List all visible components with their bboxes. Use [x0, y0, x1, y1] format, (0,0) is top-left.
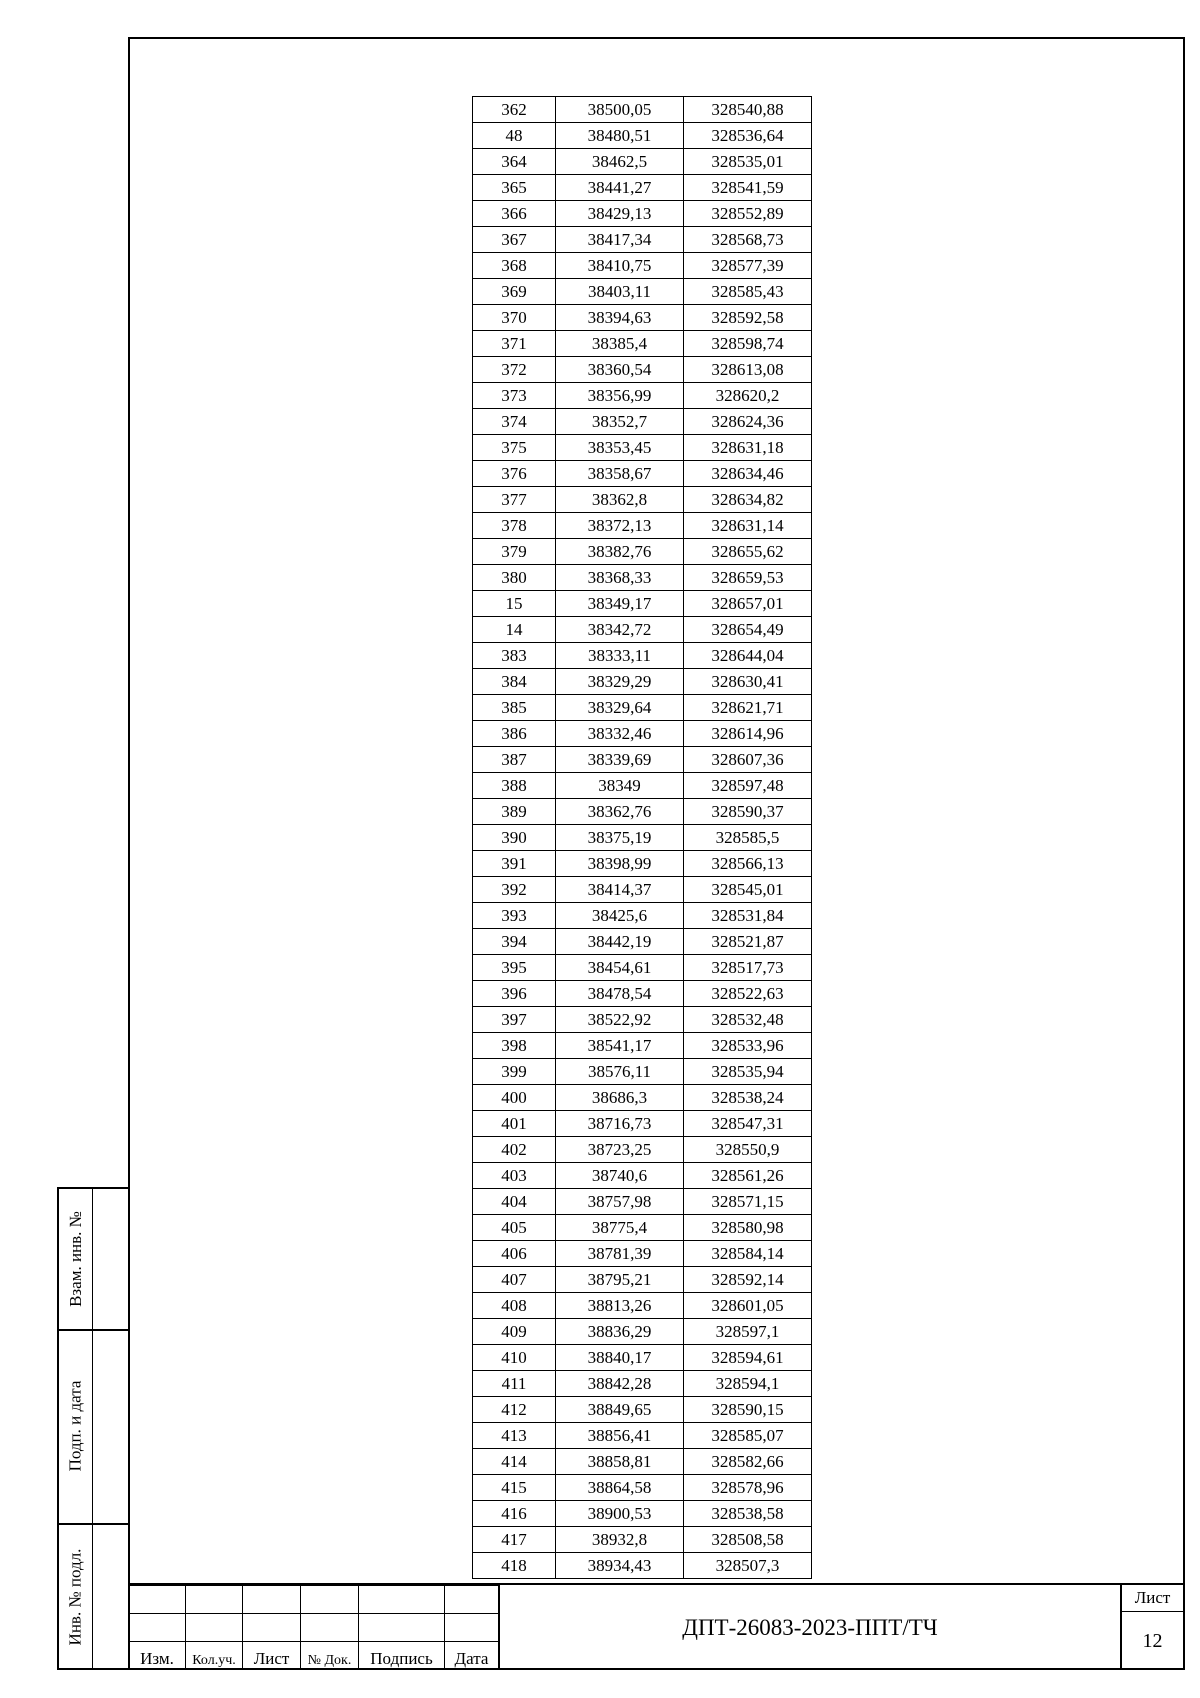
- point-number-cell: 380: [473, 565, 556, 591]
- x-coordinate-cell: 38375,19: [556, 825, 684, 851]
- table-row: [473, 877, 812, 903]
- point-number-cell: 365: [473, 175, 556, 201]
- point-number-cell: 372: [473, 357, 556, 383]
- y-coordinate-cell: 328566,13: [684, 851, 812, 877]
- y-coordinate-cell: 328547,31: [684, 1111, 812, 1137]
- table-row: [473, 1553, 812, 1579]
- kol-uch-label: Кол.уч.: [186, 1642, 243, 1670]
- y-coordinate-cell: 328577,39: [684, 253, 812, 279]
- y-coordinate-cell: 328522,63: [684, 981, 812, 1007]
- y-coordinate-cell: 328585,07: [684, 1423, 812, 1449]
- x-coordinate-cell: 38441,27: [556, 175, 684, 201]
- table-row: [473, 669, 812, 695]
- y-coordinate-cell: 328607,36: [684, 747, 812, 773]
- point-number-cell: 414: [473, 1449, 556, 1475]
- point-number-cell: 15: [473, 591, 556, 617]
- y-coordinate-cell: 328578,96: [684, 1475, 812, 1501]
- x-coordinate-cell: 38372,13: [556, 513, 684, 539]
- y-coordinate-cell: 328535,01: [684, 149, 812, 175]
- point-number-cell: 418: [473, 1553, 556, 1579]
- y-coordinate-cell: 328590,37: [684, 799, 812, 825]
- x-coordinate-cell: 38385,4: [556, 331, 684, 357]
- x-coordinate-cell: 38425,6: [556, 903, 684, 929]
- coordinates-table: [472, 96, 812, 1579]
- side-stamp: [57, 1187, 128, 1670]
- y-coordinate-cell: 328535,94: [684, 1059, 812, 1085]
- x-coordinate-cell: 38836,29: [556, 1319, 684, 1345]
- x-coordinate-cell: 38864,58: [556, 1475, 684, 1501]
- x-coordinate-cell: 38454,61: [556, 955, 684, 981]
- table-row: [473, 1163, 812, 1189]
- sheet-box: [1120, 1585, 1183, 1670]
- x-coordinate-cell: 38342,72: [556, 617, 684, 643]
- point-number-cell: 408: [473, 1293, 556, 1319]
- x-coordinate-cell: 38398,99: [556, 851, 684, 877]
- table-row: [473, 279, 812, 305]
- table-row: [473, 1059, 812, 1085]
- x-coordinate-cell: 38932,8: [556, 1527, 684, 1553]
- table-row: [473, 227, 812, 253]
- point-number-cell: 400: [473, 1085, 556, 1111]
- x-coordinate-cell: 38329,64: [556, 695, 684, 721]
- table-row: [473, 695, 812, 721]
- table-row: [473, 1423, 812, 1449]
- x-coordinate-cell: 38723,25: [556, 1137, 684, 1163]
- y-coordinate-cell: 328594,61: [684, 1345, 812, 1371]
- y-coordinate-cell: 328584,14: [684, 1241, 812, 1267]
- x-coordinate-cell: 38356,99: [556, 383, 684, 409]
- podp-data-label: Подп. и дата: [65, 1380, 85, 1472]
- point-number-cell: 371: [473, 331, 556, 357]
- point-number-cell: 406: [473, 1241, 556, 1267]
- point-number-cell: 405: [473, 1215, 556, 1241]
- y-coordinate-cell: 328531,84: [684, 903, 812, 929]
- x-coordinate-cell: 38333,11: [556, 643, 684, 669]
- x-coordinate-cell: 38442,19: [556, 929, 684, 955]
- point-number-cell: 407: [473, 1267, 556, 1293]
- y-coordinate-cell: 328507,3: [684, 1553, 812, 1579]
- point-number-cell: 410: [473, 1345, 556, 1371]
- x-coordinate-cell: 38339,69: [556, 747, 684, 773]
- x-coordinate-cell: 38394,63: [556, 305, 684, 331]
- point-number-cell: 387: [473, 747, 556, 773]
- x-coordinate-cell: 38414,37: [556, 877, 684, 903]
- x-coordinate-cell: 38576,11: [556, 1059, 684, 1085]
- x-coordinate-cell: 38417,34: [556, 227, 684, 253]
- x-coordinate-cell: 38856,41: [556, 1423, 684, 1449]
- table-row: [473, 175, 812, 201]
- y-coordinate-cell: 328624,36: [684, 409, 812, 435]
- table-row: [473, 1449, 812, 1475]
- table-row: [473, 903, 812, 929]
- table-row: [473, 383, 812, 409]
- y-coordinate-cell: 328613,08: [684, 357, 812, 383]
- x-coordinate-cell: 38480,51: [556, 123, 684, 149]
- y-coordinate-cell: 328580,98: [684, 1215, 812, 1241]
- x-coordinate-cell: 38757,98: [556, 1189, 684, 1215]
- table-row: [473, 305, 812, 331]
- y-coordinate-cell: 328541,59: [684, 175, 812, 201]
- table-row: [473, 1293, 812, 1319]
- point-number-cell: 402: [473, 1137, 556, 1163]
- table-row: [473, 331, 812, 357]
- document-code: ДПТ-26083-2023-ППТ/ТЧ: [498, 1585, 1120, 1670]
- point-number-cell: 378: [473, 513, 556, 539]
- table-row: [473, 825, 812, 851]
- table-row: [473, 201, 812, 227]
- x-coordinate-cell: 38740,6: [556, 1163, 684, 1189]
- point-number-cell: 412: [473, 1397, 556, 1423]
- point-number-cell: 411: [473, 1371, 556, 1397]
- y-coordinate-cell: 328594,1: [684, 1371, 812, 1397]
- table-row: [473, 1527, 812, 1553]
- x-coordinate-cell: 38462,5: [556, 149, 684, 175]
- side-stamp-divider: [92, 1189, 93, 1668]
- x-coordinate-cell: 38353,45: [556, 435, 684, 461]
- y-coordinate-cell: 328634,46: [684, 461, 812, 487]
- table-row: [473, 1475, 812, 1501]
- table-row: [473, 1319, 812, 1345]
- point-number-cell: 368: [473, 253, 556, 279]
- y-coordinate-cell: 328644,04: [684, 643, 812, 669]
- point-number-cell: 393: [473, 903, 556, 929]
- y-coordinate-cell: 328592,58: [684, 305, 812, 331]
- y-coordinate-cell: 328631,18: [684, 435, 812, 461]
- sheet-number: 12: [1142, 1630, 1163, 1652]
- table-row: [473, 929, 812, 955]
- point-number-cell: 386: [473, 721, 556, 747]
- y-coordinate-cell: 328538,58: [684, 1501, 812, 1527]
- point-number-cell: 379: [473, 539, 556, 565]
- sheet-label: Лист: [1122, 1585, 1183, 1612]
- table-row: [473, 539, 812, 565]
- y-coordinate-cell: 328545,01: [684, 877, 812, 903]
- y-coordinate-cell: 328550,9: [684, 1137, 812, 1163]
- x-coordinate-cell: 38900,53: [556, 1501, 684, 1527]
- y-coordinate-cell: 328585,5: [684, 825, 812, 851]
- table-row: [473, 1085, 812, 1111]
- x-coordinate-cell: 38541,17: [556, 1033, 684, 1059]
- x-coordinate-cell: 38849,65: [556, 1397, 684, 1423]
- x-coordinate-cell: 38362,8: [556, 487, 684, 513]
- table-row: [473, 487, 812, 513]
- table-row: [473, 513, 812, 539]
- table-row: [473, 461, 812, 487]
- y-coordinate-cell: 328601,05: [684, 1293, 812, 1319]
- point-number-cell: 416: [473, 1501, 556, 1527]
- table-row: [473, 955, 812, 981]
- y-coordinate-cell: 328631,14: [684, 513, 812, 539]
- x-coordinate-cell: 38686,3: [556, 1085, 684, 1111]
- y-coordinate-cell: 328585,43: [684, 279, 812, 305]
- point-number-cell: 389: [473, 799, 556, 825]
- x-coordinate-cell: 38429,13: [556, 201, 684, 227]
- point-number-cell: 392: [473, 877, 556, 903]
- point-number-cell: 415: [473, 1475, 556, 1501]
- x-coordinate-cell: 38349,17: [556, 591, 684, 617]
- y-coordinate-cell: 328582,66: [684, 1449, 812, 1475]
- y-coordinate-cell: 328654,49: [684, 617, 812, 643]
- point-number-cell: 397: [473, 1007, 556, 1033]
- table-row: [473, 435, 812, 461]
- point-number-cell: 391: [473, 851, 556, 877]
- table-row: [473, 97, 812, 123]
- x-coordinate-cell: 38368,33: [556, 565, 684, 591]
- y-coordinate-cell: 328568,73: [684, 227, 812, 253]
- point-number-cell: 388: [473, 773, 556, 799]
- y-coordinate-cell: 328598,74: [684, 331, 812, 357]
- y-coordinate-cell: 328659,53: [684, 565, 812, 591]
- point-number-cell: 399: [473, 1059, 556, 1085]
- data-label: Дата: [445, 1642, 499, 1670]
- point-number-cell: 401: [473, 1111, 556, 1137]
- point-number-cell: 14: [473, 617, 556, 643]
- x-coordinate-cell: 38410,75: [556, 253, 684, 279]
- y-coordinate-cell: 328533,96: [684, 1033, 812, 1059]
- x-coordinate-cell: 38382,76: [556, 539, 684, 565]
- inv-podl-label: Инв. № подл.: [65, 1548, 85, 1645]
- x-coordinate-cell: 38813,26: [556, 1293, 684, 1319]
- x-coordinate-cell: 38858,81: [556, 1449, 684, 1475]
- x-coordinate-cell: 38360,54: [556, 357, 684, 383]
- table-row: [473, 981, 812, 1007]
- x-coordinate-cell: 38795,21: [556, 1267, 684, 1293]
- y-coordinate-cell: 328561,26: [684, 1163, 812, 1189]
- table-row: [473, 357, 812, 383]
- y-coordinate-cell: 328630,41: [684, 669, 812, 695]
- x-coordinate-cell: 38716,73: [556, 1111, 684, 1137]
- table-row: [473, 1007, 812, 1033]
- point-number-cell: 48: [473, 123, 556, 149]
- n-dok-label: № Док.: [301, 1642, 359, 1670]
- x-coordinate-cell: 38332,46: [556, 721, 684, 747]
- x-coordinate-cell: 38362,76: [556, 799, 684, 825]
- podpis-label: Подпись: [359, 1642, 445, 1670]
- izm-label: Изм.: [129, 1642, 186, 1670]
- x-coordinate-cell: 38842,28: [556, 1371, 684, 1397]
- title-block-grid: [128, 1585, 499, 1670]
- point-number-cell: 398: [473, 1033, 556, 1059]
- y-coordinate-cell: 328655,62: [684, 539, 812, 565]
- point-number-cell: 366: [473, 201, 556, 227]
- y-coordinate-cell: 328508,58: [684, 1527, 812, 1553]
- table-row: [473, 851, 812, 877]
- x-coordinate-cell: 38478,54: [556, 981, 684, 1007]
- point-number-cell: 373: [473, 383, 556, 409]
- table-row: [473, 1267, 812, 1293]
- table-row: [473, 1111, 812, 1137]
- table-row: [473, 149, 812, 175]
- table-row: [473, 617, 812, 643]
- point-number-cell: 374: [473, 409, 556, 435]
- table-row: [473, 409, 812, 435]
- point-number-cell: 417: [473, 1527, 556, 1553]
- table-row: [473, 643, 812, 669]
- point-number-cell: 370: [473, 305, 556, 331]
- point-number-cell: 367: [473, 227, 556, 253]
- x-coordinate-cell: 38522,92: [556, 1007, 684, 1033]
- point-number-cell: 413: [473, 1423, 556, 1449]
- y-coordinate-cell: 328536,64: [684, 123, 812, 149]
- y-coordinate-cell: 328552,89: [684, 201, 812, 227]
- x-coordinate-cell: 38352,7: [556, 409, 684, 435]
- table-row: [473, 123, 812, 149]
- point-number-cell: 364: [473, 149, 556, 175]
- y-coordinate-cell: 328657,01: [684, 591, 812, 617]
- x-coordinate-cell: 38358,67: [556, 461, 684, 487]
- point-number-cell: 390: [473, 825, 556, 851]
- table-row: [473, 1189, 812, 1215]
- y-coordinate-cell: 328571,15: [684, 1189, 812, 1215]
- table-row: [473, 591, 812, 617]
- point-number-cell: 376: [473, 461, 556, 487]
- y-coordinate-cell: 328614,96: [684, 721, 812, 747]
- title-block: [128, 1583, 1185, 1670]
- x-coordinate-cell: 38349: [556, 773, 684, 799]
- table-row: [473, 1501, 812, 1527]
- coordinates-table-body: [473, 97, 812, 1579]
- table-row: [473, 721, 812, 747]
- y-coordinate-cell: 328538,24: [684, 1085, 812, 1111]
- table-row: [473, 773, 812, 799]
- y-coordinate-cell: 328540,88: [684, 97, 812, 123]
- y-coordinate-cell: 328634,82: [684, 487, 812, 513]
- vzam-inv-label: Взам. инв. №: [65, 1211, 85, 1307]
- table-row: [473, 799, 812, 825]
- y-coordinate-cell: 328597,48: [684, 773, 812, 799]
- point-number-cell: 396: [473, 981, 556, 1007]
- table-row: [473, 253, 812, 279]
- x-coordinate-cell: 38840,17: [556, 1345, 684, 1371]
- y-coordinate-cell: 328597,1: [684, 1319, 812, 1345]
- point-number-cell: 385: [473, 695, 556, 721]
- table-row: [473, 565, 812, 591]
- table-row: [473, 1215, 812, 1241]
- x-coordinate-cell: 38403,11: [556, 279, 684, 305]
- x-coordinate-cell: 38329,29: [556, 669, 684, 695]
- table-row: [473, 1371, 812, 1397]
- point-number-cell: 377: [473, 487, 556, 513]
- y-coordinate-cell: 328521,87: [684, 929, 812, 955]
- point-number-cell: 409: [473, 1319, 556, 1345]
- y-coordinate-cell: 328620,2: [684, 383, 812, 409]
- table-row: [473, 1345, 812, 1371]
- point-number-cell: 383: [473, 643, 556, 669]
- x-coordinate-cell: 38500,05: [556, 97, 684, 123]
- y-coordinate-cell: 328532,48: [684, 1007, 812, 1033]
- y-coordinate-cell: 328517,73: [684, 955, 812, 981]
- point-number-cell: 394: [473, 929, 556, 955]
- y-coordinate-cell: 328621,71: [684, 695, 812, 721]
- point-number-cell: 369: [473, 279, 556, 305]
- table-row: [473, 747, 812, 773]
- point-number-cell: 362: [473, 97, 556, 123]
- point-number-cell: 384: [473, 669, 556, 695]
- point-number-cell: 404: [473, 1189, 556, 1215]
- point-number-cell: 395: [473, 955, 556, 981]
- x-coordinate-cell: 38781,39: [556, 1241, 684, 1267]
- point-number-cell: 403: [473, 1163, 556, 1189]
- table-row: [473, 1033, 812, 1059]
- table-row: [473, 1137, 812, 1163]
- y-coordinate-cell: 328590,15: [684, 1397, 812, 1423]
- table-row: [473, 1397, 812, 1423]
- x-coordinate-cell: 38775,4: [556, 1215, 684, 1241]
- point-number-cell: 375: [473, 435, 556, 461]
- x-coordinate-cell: 38934,43: [556, 1553, 684, 1579]
- list-label: Лист: [243, 1642, 301, 1670]
- table-row: [473, 1241, 812, 1267]
- y-coordinate-cell: 328592,14: [684, 1267, 812, 1293]
